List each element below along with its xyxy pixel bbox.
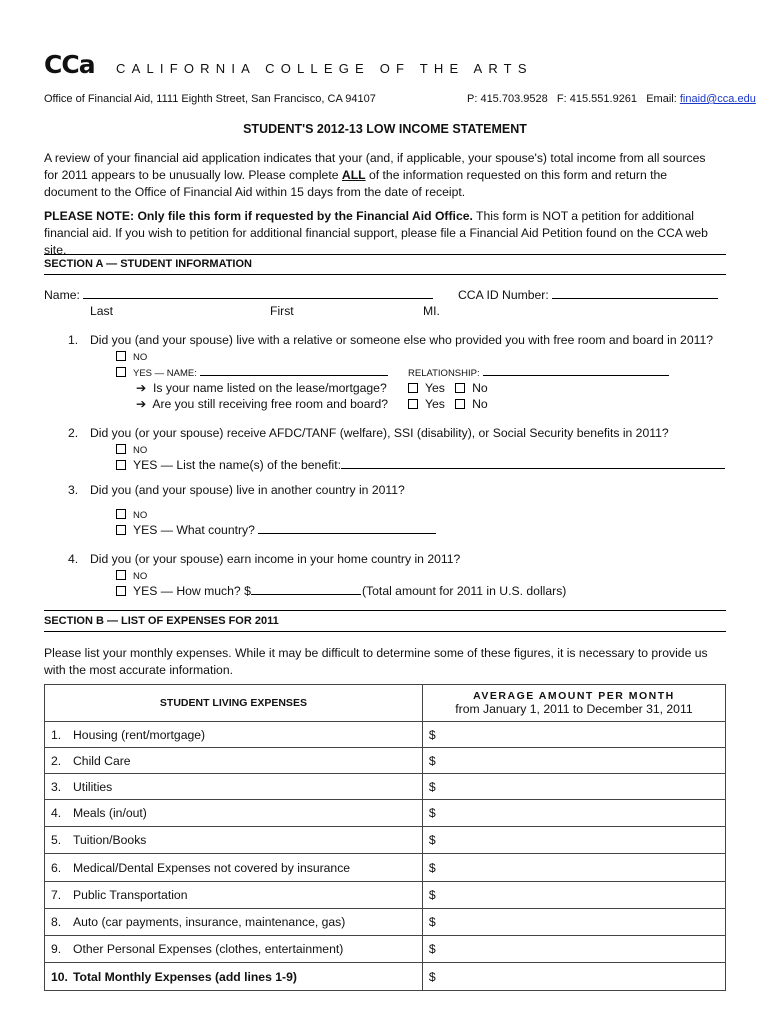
row-label: Meals (in/out) xyxy=(73,806,147,820)
q3-country-field[interactable] xyxy=(258,523,436,534)
section-a-heading: SECTION A — STUDENT INFORMATION xyxy=(44,258,252,270)
arrow-right-icon: ➔ xyxy=(136,397,147,411)
q4-yes-label: YES — How much? $ xyxy=(133,584,251,598)
q3-yes-label: YES — What country? xyxy=(133,523,255,537)
currency-symbol: $ xyxy=(428,727,436,742)
name-label: Name: xyxy=(44,288,80,302)
expense-amount-cell[interactable] xyxy=(422,882,725,909)
table-row xyxy=(45,774,726,800)
divider xyxy=(44,631,726,632)
relationship-field[interactable] xyxy=(483,365,669,376)
no-label: No xyxy=(472,381,488,395)
currency-symbol: $ xyxy=(428,942,436,956)
section-b-intro: Please list your monthly expenses. While it may be difficult to determine some of these figures, it is necessary to provide us with the most accurate information. xyxy=(44,646,708,677)
q4-no-label: NO xyxy=(133,571,148,582)
arrow-right-icon: ➔ xyxy=(136,381,147,395)
phone: P: 415.703.9528 xyxy=(467,93,548,105)
q1-number: 1. xyxy=(68,333,79,347)
checkbox-icon[interactable] xyxy=(408,383,418,393)
currency-symbol: $ xyxy=(428,969,436,984)
q1-relationship xyxy=(408,365,669,379)
q3-yes-option[interactable] xyxy=(116,523,436,537)
intro-paragraph xyxy=(44,150,720,201)
q2-number: 2. xyxy=(68,426,79,440)
q4-number: 4. xyxy=(68,552,79,566)
name-row xyxy=(44,288,433,302)
expense-amount-cell[interactable] xyxy=(422,963,725,991)
note-bold: PLEASE NOTE: Only file this form if requested by the Financial Aid Office. xyxy=(44,209,473,223)
expense-label-cell xyxy=(45,936,423,963)
checkbox-icon[interactable] xyxy=(408,399,418,409)
currency-symbol: $ xyxy=(428,833,436,847)
q4-no-option[interactable] xyxy=(116,568,147,582)
row-number: 9. xyxy=(51,942,62,956)
row-label: Housing (rent/mortgage) xyxy=(73,727,206,742)
expense-label-cell xyxy=(45,854,423,882)
q4-amount-field[interactable] xyxy=(251,584,361,595)
q1-sub1 xyxy=(136,381,387,395)
email-label: Email: xyxy=(646,93,677,105)
expense-amount-cell[interactable] xyxy=(422,909,725,936)
checkbox-icon[interactable] xyxy=(455,383,465,393)
currency-symbol: $ xyxy=(428,806,436,820)
cca-id-field[interactable] xyxy=(552,288,718,299)
table-row xyxy=(45,882,726,909)
q3-text: Did you (and your spouse) live in another country in 2011? xyxy=(90,483,405,497)
expense-amount-cell[interactable] xyxy=(422,800,725,827)
row-number: 2. xyxy=(51,753,62,768)
email-link[interactable]: finaid@cca.edu xyxy=(679,93,756,105)
col-student-living-expenses: STUDENT LIVING EXPENSES xyxy=(45,685,423,722)
expense-label-cell xyxy=(45,827,423,854)
table-row xyxy=(45,748,726,774)
q2-benefit-field[interactable] xyxy=(341,458,725,469)
divider xyxy=(44,254,726,255)
q2-yes-label: YES — List the name(s) of the benefit: xyxy=(133,458,341,472)
first-label: First xyxy=(270,304,294,318)
table-row xyxy=(45,722,726,748)
checkbox-icon[interactable] xyxy=(116,460,126,470)
last-label: Last xyxy=(90,304,114,318)
name-field[interactable] xyxy=(83,288,433,299)
q1-sub2-options xyxy=(408,397,488,411)
q1-name-field[interactable] xyxy=(200,365,388,376)
q2-no-option[interactable] xyxy=(116,442,147,456)
q2-text: Did you (or your spouse) receive AFDC/TANF (welfare), SSI (disability), or Social Security benefits in 2011? xyxy=(90,426,669,440)
row-number: 3. xyxy=(51,779,62,794)
divider xyxy=(44,274,726,275)
q4-yes-option[interactable] xyxy=(116,584,361,598)
q1-no-option[interactable] xyxy=(116,349,147,363)
col-average-amount-period: from January 1, 2011 to December 31, 2011 xyxy=(455,702,693,716)
cca-logo: CCa xyxy=(44,50,95,79)
row-label: Tuition/Books xyxy=(73,833,147,847)
table-row xyxy=(45,827,726,854)
section-b-heading: SECTION B — LIST OF EXPENSES FOR 2011 xyxy=(44,615,279,627)
expense-amount-cell[interactable] xyxy=(422,748,725,774)
checkbox-icon[interactable] xyxy=(116,586,126,596)
office-address: Office of Financial Aid, 1111 Eighth Street, San Francisco, CA 94107 xyxy=(44,93,376,105)
row-number: 8. xyxy=(51,915,62,929)
expense-amount-cell[interactable] xyxy=(422,936,725,963)
fax: F: 415.551.9261 xyxy=(556,93,638,105)
row-number: 10. xyxy=(51,969,68,984)
q2-no-label: NO xyxy=(133,445,148,456)
q1-sub1-text: Is your name listed on the lease/mortgage? xyxy=(153,381,387,395)
expense-label-cell xyxy=(45,963,423,991)
checkbox-icon[interactable] xyxy=(116,525,126,535)
expense-label-cell xyxy=(45,909,423,936)
row-label: Medical/Dental Expenses not covered by insurance xyxy=(73,860,351,875)
q1-no-label: NO xyxy=(133,352,148,363)
col-average-amount xyxy=(422,685,725,722)
row-label: Child Care xyxy=(73,753,131,768)
contact-info xyxy=(467,93,756,105)
q1-sub1-options xyxy=(408,381,488,395)
q2-yes-option[interactable] xyxy=(116,458,725,472)
note-paragraph xyxy=(44,208,720,259)
checkbox-icon[interactable] xyxy=(455,399,465,409)
table-row xyxy=(45,800,726,827)
intro-text-2: of the information requested on this form and return the document to the Office of Financial Aid within 15 days from the date of receipt. xyxy=(44,168,668,199)
expense-label-cell xyxy=(45,800,423,827)
q1-text: Did you (and your spouse) live with a relative or someone else who provided you with free room and board in 2011? xyxy=(90,333,714,347)
q4-text: Did you (or your spouse) earn income in your home country in 2011? xyxy=(90,552,461,566)
checkbox-icon[interactable] xyxy=(116,509,126,519)
divider xyxy=(44,610,726,611)
row-label: Other Personal Expenses (clothes, entertainment) xyxy=(73,942,344,956)
currency-symbol: $ xyxy=(428,888,436,902)
checkbox-icon[interactable] xyxy=(116,444,126,454)
expense-label-cell xyxy=(45,774,423,800)
currency-symbol: $ xyxy=(428,753,436,768)
college-name: CALIFORNIA COLLEGE OF THE ARTS xyxy=(116,61,533,76)
no-label: No xyxy=(472,397,488,411)
yes-label: Yes xyxy=(425,381,445,395)
table-row xyxy=(45,854,726,882)
q1-yes-option[interactable] xyxy=(116,365,388,379)
expense-label-cell xyxy=(45,882,423,909)
note-text: This form is NOT a petition for additional financial aid. If you wish to petition for additional financial support, please file a Financial Aid Petition found on the CCA web site. xyxy=(44,209,708,257)
intro-all: ALL xyxy=(341,168,366,182)
row-label: Auto (car payments, insurance, maintenance, gas) xyxy=(73,915,346,929)
row-label: Public Transportation xyxy=(73,888,188,902)
expense-amount-cell[interactable] xyxy=(422,722,725,748)
q3-no-option[interactable] xyxy=(116,507,147,521)
row-number: 6. xyxy=(51,860,62,875)
expenses-table xyxy=(44,684,726,991)
table-row xyxy=(45,963,726,991)
expense-amount-cell[interactable] xyxy=(422,854,725,882)
row-label: Utilities xyxy=(73,779,113,794)
mi-label: MI. xyxy=(423,304,440,318)
currency-symbol: $ xyxy=(428,779,436,794)
table-header-row xyxy=(45,685,726,722)
checkbox-icon[interactable] xyxy=(116,570,126,580)
row-number: 7. xyxy=(51,888,62,902)
expense-label-cell xyxy=(45,748,423,774)
q4-total-note: (Total amount for 2011 in U.S. dollars) xyxy=(362,584,567,598)
cca-id-label: CCA ID Number: xyxy=(458,288,549,302)
yes-label: Yes xyxy=(425,397,445,411)
relationship-label: RELATIONSHIP: xyxy=(408,368,480,379)
page-title: STUDENT'S 2012-13 LOW INCOME STATEMENT xyxy=(243,122,527,136)
row-number: 1. xyxy=(51,727,62,742)
cca-id-row xyxy=(458,288,718,302)
q1-sub2-text: Are you still receiving free room and board? xyxy=(152,397,389,411)
table-row xyxy=(45,936,726,963)
row-number: 4. xyxy=(51,806,62,820)
currency-symbol: $ xyxy=(428,860,436,875)
row-label: Total Monthly Expenses (add lines 1-9) xyxy=(73,969,297,984)
col-average-amount-title: AVERAGE AMOUNT PER MONTH xyxy=(473,690,675,702)
checkbox-icon[interactable] xyxy=(116,351,126,361)
q1-yes-label: YES — NAME: xyxy=(133,368,197,379)
currency-symbol: $ xyxy=(428,915,436,929)
checkbox-icon[interactable] xyxy=(116,367,126,377)
q1-sub2 xyxy=(136,397,388,411)
row-number: 5. xyxy=(51,833,62,847)
q3-no-label: NO xyxy=(133,510,148,521)
expense-amount-cell[interactable] xyxy=(422,827,725,854)
expense-amount-cell[interactable] xyxy=(422,774,725,800)
expense-label-cell xyxy=(45,722,423,748)
intro-text-1: A review of your financial aid application indicates that your (and, if applicable, your spouse's) total income from all sources for 2011 appears to be unusually low. Please complete xyxy=(44,151,706,182)
q3-number: 3. xyxy=(68,483,79,497)
table-row xyxy=(45,909,726,936)
